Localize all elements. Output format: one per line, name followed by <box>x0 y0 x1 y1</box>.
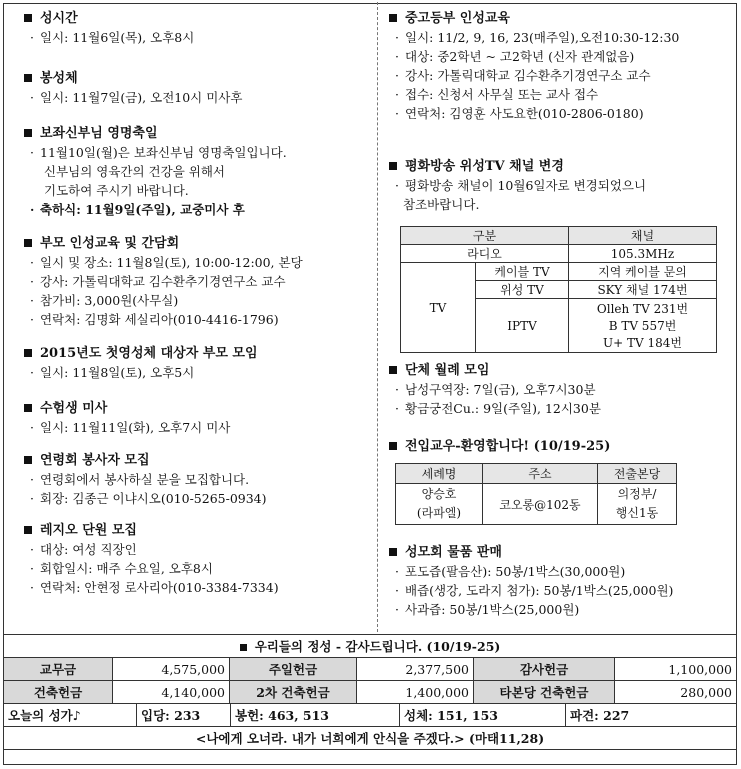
welcome-parish-2: 행신1동 <box>615 506 659 520</box>
section-line: 기도하여 주시기 바랍니다. <box>44 183 189 198</box>
middle-dot-icon: · <box>30 202 35 217</box>
offering-value: 1,100,000 <box>615 658 737 681</box>
section-communion-visit <box>20 70 375 107</box>
section-legio-recruit <box>20 522 375 597</box>
section-line: · 일시 및 장소: 11월8일(토), 10:00-12:00, 본당 <box>30 255 303 270</box>
middle-dot-icon: · <box>30 491 34 506</box>
section-line: · 대상: 여성 직장인 <box>30 542 137 557</box>
section-line: · 회장: 김종근 이냐시오(010-5265-0934) <box>30 491 267 506</box>
section-line: 참조바랍니다. <box>403 197 480 212</box>
middle-dot-icon: · <box>395 106 399 121</box>
section-funeral-volunteers <box>20 452 375 508</box>
section-title: 성시간 <box>20 10 375 28</box>
middle-dot-icon: · <box>30 580 34 595</box>
offering-value: 2,377,500 <box>357 658 474 681</box>
section-title: 봉성체 <box>20 70 375 88</box>
hymn-label: 오늘의 성가♪ <box>4 704 137 726</box>
tv-satellite-channel: SKY 채널 174번 <box>569 281 717 299</box>
square-bullet-icon <box>24 74 32 82</box>
section-pbc-channel <box>385 158 730 214</box>
middle-dot-icon: · <box>30 472 34 487</box>
tv-iptv-uplus: U+ TV 184번 <box>603 336 682 350</box>
offering-value: 4,575,000 <box>113 658 230 681</box>
section-exam-mass <box>20 400 375 437</box>
section-holy-hour <box>20 10 375 47</box>
section-title: 수험생 미사 <box>20 400 375 418</box>
section-title: 성모회 물품 판매 <box>385 544 730 562</box>
section-title: 레지오 단원 모집 <box>20 522 375 540</box>
section-title: 중고등부 인성교육 <box>385 10 730 28</box>
welcome-header-parish: 전출본당 <box>598 464 677 484</box>
offering-table <box>3 634 737 750</box>
middle-dot-icon: · <box>395 602 399 617</box>
section-line: 신부님의 영육간의 건강을 위해서 <box>44 164 225 179</box>
section-line: · 평화방송 채널이 10월6일자로 변경되었으니 <box>395 178 647 193</box>
section-line: · 접수: 신청서 사무실 또는 교사 접수 <box>395 87 599 102</box>
square-bullet-icon <box>24 349 32 357</box>
section-line: · 연락처: 안현정 로사리아(010-3384-7334) <box>30 580 279 595</box>
section-title: 전입교우-환영합니다! (10/19-25) <box>385 438 730 456</box>
square-bullet-icon <box>24 404 32 412</box>
section-line: · 연령회에서 봉사하실 분을 모집합니다. <box>30 472 250 487</box>
offering-value: 280,000 <box>615 681 737 704</box>
middle-dot-icon: · <box>30 90 34 105</box>
middle-dot-icon: · <box>395 583 399 598</box>
section-line: · 일시: 11월7일(금), 오전10시 미사후 <box>30 90 243 105</box>
welcome-table <box>395 463 677 525</box>
section-title: 2015년도 첫영성체 대상자 부모 모임 <box>20 345 375 363</box>
tv-header-category: 구분 <box>401 227 569 245</box>
section-line: · 회합일시: 매주 수요일, 오후8시 <box>30 561 213 576</box>
middle-dot-icon: · <box>30 30 34 45</box>
section-line: · 참가비: 3,000원(사무실) <box>30 293 179 308</box>
section-line: · 배즙(생강, 도라지 첨가): 50봉/1박스(25,000원) <box>395 583 674 598</box>
offering-label: 2차 건축헌금 <box>230 681 357 704</box>
section-title: 부모 인성교육 및 간담회 <box>20 235 375 253</box>
middle-dot-icon: · <box>395 49 399 64</box>
section-line: · 일시: 11월8일(토), 오후5시 <box>30 365 195 380</box>
section-line: · 황금궁전Cu.: 9일(주일), 12시30분 <box>395 401 601 416</box>
offering-label: 감사헌금 <box>474 658 615 681</box>
square-bullet-icon <box>24 14 32 22</box>
hymn-recessional: 파견: 227 <box>570 708 630 723</box>
section-feast-day <box>20 125 375 219</box>
middle-dot-icon: · <box>395 68 399 83</box>
square-bullet-icon <box>24 456 32 464</box>
middle-dot-icon: · <box>395 87 399 102</box>
hymn-entrance: 입당: 233 <box>137 704 231 726</box>
section-title: 단체 월례 모임 <box>385 362 730 380</box>
middle-dot-icon: · <box>395 30 399 45</box>
middle-dot-icon: · <box>30 420 34 435</box>
middle-dot-icon: · <box>30 145 34 160</box>
tv-cable: 케이블 TV <box>476 263 569 281</box>
tv-label: TV <box>401 263 476 353</box>
tv-iptv: IPTV <box>476 299 569 353</box>
square-bullet-icon <box>389 442 397 450</box>
section-line: · 11월10일(월)은 보좌신부님 영명축일입니다. <box>30 145 287 160</box>
middle-dot-icon: · <box>395 178 399 193</box>
section-title: 보좌신부님 영명축일 <box>20 125 375 143</box>
tv-satellite: 위성 TV <box>476 281 569 299</box>
middle-dot-icon: · <box>395 564 399 579</box>
offering-label: 교무금 <box>4 658 113 681</box>
square-bullet-icon <box>389 548 397 556</box>
offering-label: 타본당 건축헌금 <box>474 681 615 704</box>
welcome-header-address: 주소 <box>483 464 598 484</box>
square-bullet-icon <box>240 644 247 651</box>
section-line: · 축하식: 11월9일(주일), 교중미사 후 <box>30 202 245 217</box>
middle-dot-icon: · <box>30 293 34 308</box>
middle-dot-icon: · <box>30 561 34 576</box>
offering-value: 4,140,000 <box>113 681 230 704</box>
section-line: · 강사: 가톨릭대학교 김수환추기경연구소 교수 <box>395 68 651 83</box>
section-parent-education <box>20 235 375 329</box>
welcome-address: 코오롱@102동 <box>483 484 598 525</box>
section-line: · 포도즙(팔음산): 50봉/1박스(30,000원) <box>395 564 626 579</box>
offering-title: 우리들의 정성 - 감사드립니다. (10/19-25) <box>4 635 737 658</box>
square-bullet-icon <box>389 14 397 22</box>
section-line: · 남성구역장: 7일(금), 오후7시30분 <box>395 382 596 397</box>
square-bullet-icon <box>24 129 32 137</box>
section-title: 연령회 봉사자 모집 <box>20 452 375 470</box>
square-bullet-icon <box>24 239 32 247</box>
middle-dot-icon: · <box>30 312 34 327</box>
section-line: · 연락처: 김명화 세실리아(010-4416-1796) <box>30 312 279 327</box>
middle-dot-icon: · <box>30 542 34 557</box>
section-line: · 일시: 11/2, 9, 16, 23(매주일),오전10:30-12:30 <box>395 30 680 45</box>
section-title: 평화방송 위성TV 채널 변경 <box>385 158 730 176</box>
section-youth-education <box>385 10 730 123</box>
offering-label: 주일헌금 <box>230 658 357 681</box>
welcome-name: 양승호 <box>421 487 457 501</box>
square-bullet-icon <box>389 366 397 374</box>
tv-cable-channel: 지역 케이블 문의 <box>569 263 717 281</box>
section-line: · 강사: 가톨릭대학교 김수환추기경연구소 교수 <box>30 274 286 289</box>
middle-dot-icon: · <box>30 255 34 270</box>
middle-dot-icon: · <box>30 274 34 289</box>
middle-dot-icon: · <box>395 401 399 416</box>
section-first-communion-parents <box>20 345 375 382</box>
section-mothers-sale <box>385 544 730 619</box>
tv-iptv-btv: B TV 557번 <box>608 319 677 333</box>
section-welcome <box>385 438 730 456</box>
hymn-offertory: 봉헌: 463, 513 <box>231 704 400 726</box>
section-line: · 사과즙: 50봉/1박스(25,000원) <box>395 602 580 617</box>
tv-radio: 라디오 <box>401 245 569 263</box>
column-divider <box>377 2 378 632</box>
welcome-baptism-name: (라파엘) <box>416 506 462 520</box>
section-group-meetings <box>385 362 730 418</box>
section-line: · 대상: 중2학년 ~ 고2학년 (신자 관계없음) <box>395 49 635 64</box>
middle-dot-icon: · <box>395 382 399 397</box>
middle-dot-icon: · <box>30 365 34 380</box>
hymn-row <box>4 704 736 726</box>
offering-value: 1,400,000 <box>357 681 474 704</box>
square-bullet-icon <box>24 526 32 534</box>
tv-channel-table <box>400 226 717 353</box>
tv-iptv-olleh: Olleh TV 231번 <box>569 299 717 319</box>
section-line: · 일시: 11월11일(화), 오후7시 미사 <box>30 420 231 435</box>
scripture-quote: <나에게 오너라. 내가 너희에게 안식을 주겠다.> (마태11,28) <box>4 727 737 750</box>
tv-header-channel: 채널 <box>569 227 717 245</box>
section-line: · 연락처: 김영훈 사도요한(010-2806-0180) <box>395 106 644 121</box>
offering-label: 건축헌금 <box>4 681 113 704</box>
hymn-communion: 성체: 151, 153 <box>400 704 566 726</box>
welcome-header-baptism: 세례명 <box>396 464 483 484</box>
section-line: · 일시: 11월6일(목), 오후8시 <box>30 30 195 45</box>
tv-radio-channel: 105.3MHz <box>569 245 717 263</box>
welcome-parish-1: 의정부/ <box>617 487 657 501</box>
square-bullet-icon <box>389 162 397 170</box>
